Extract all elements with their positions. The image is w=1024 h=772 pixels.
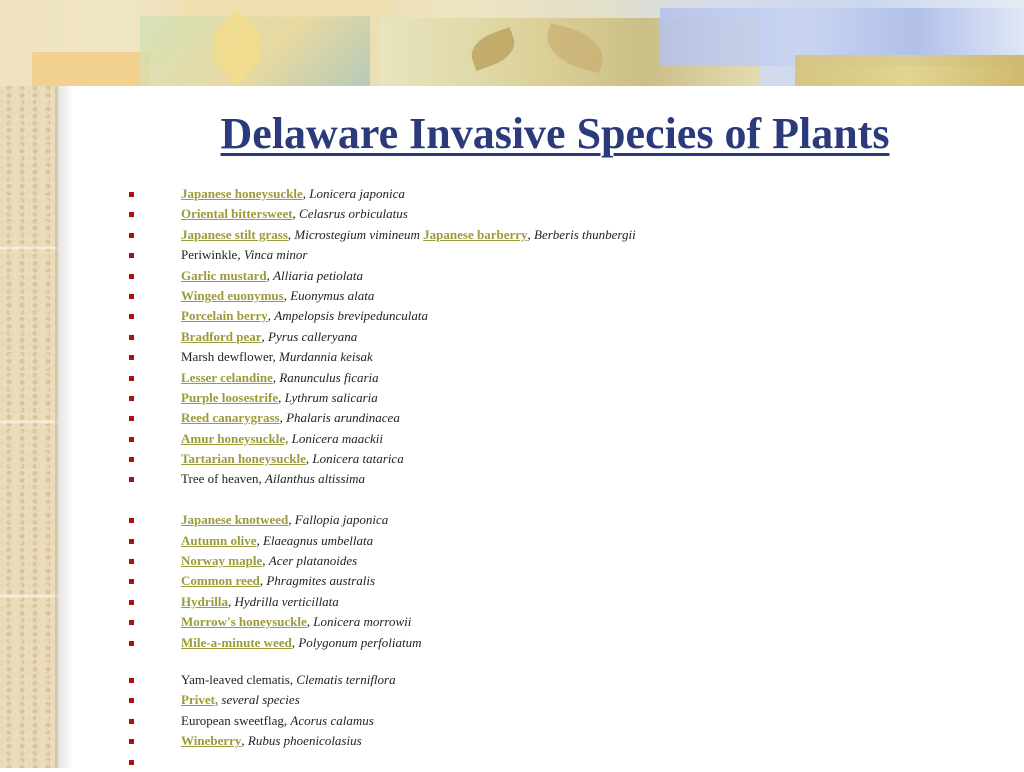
scientific-name: several species bbox=[221, 692, 300, 708]
bullet-icon bbox=[129, 600, 134, 605]
slide-title bbox=[0, 108, 1024, 159]
common-name: Yam-leaved clematis bbox=[181, 671, 290, 687]
separator: , bbox=[291, 634, 299, 650]
bullet-icon bbox=[129, 620, 134, 625]
banner-tile bbox=[795, 55, 1024, 86]
scientific-name: Microstegium vimineum bbox=[294, 226, 420, 242]
scientific-name: Alliaria petiolata bbox=[273, 267, 363, 283]
scientific-name: Phragmites australis bbox=[266, 573, 376, 589]
common-name-link[interactable]: Purple loosestrife bbox=[181, 389, 279, 405]
bullet-icon bbox=[129, 233, 134, 238]
bullet-icon bbox=[129, 678, 134, 683]
species-entry bbox=[181, 670, 396, 690]
bullet-icon bbox=[129, 579, 134, 584]
separator: , bbox=[283, 712, 291, 728]
separator: , bbox=[256, 532, 263, 548]
separator: , bbox=[302, 186, 310, 201]
bullet-icon bbox=[129, 355, 134, 360]
species-entry bbox=[181, 368, 379, 388]
common-name-link[interactable]: Common reed bbox=[181, 573, 260, 589]
scientific-name: Acorus calamus bbox=[290, 712, 374, 728]
separator: , bbox=[227, 593, 235, 609]
species-entry bbox=[181, 204, 408, 224]
common-name: Periwinkle bbox=[181, 247, 238, 263]
species-entry bbox=[181, 690, 300, 710]
scientific-name: Lonicera tatarica bbox=[312, 451, 404, 467]
common-name-link[interactable]: Oriental bittersweet bbox=[181, 206, 293, 222]
slide-title-text: Delaware Invasive Species of Plants bbox=[220, 109, 890, 158]
species-entry bbox=[181, 286, 374, 306]
common-name-link[interactable]: Japanese barberry bbox=[423, 226, 528, 242]
species-entry bbox=[181, 633, 421, 653]
bullet-icon bbox=[129, 294, 134, 299]
separator: , bbox=[272, 349, 280, 365]
bullet-icon bbox=[129, 559, 134, 564]
scientific-name: Ranunculus ficaria bbox=[279, 369, 379, 385]
common-name-link[interactable]: Amur honeysuckle, bbox=[181, 430, 289, 446]
scientific-name: Clematis terniflora bbox=[296, 671, 396, 687]
common-name-link[interactable]: Mile-a-minute weed bbox=[181, 634, 292, 650]
species-entry bbox=[181, 388, 378, 408]
species-entry bbox=[181, 531, 373, 551]
scientific-name: Pyrus calleryana bbox=[268, 328, 358, 344]
scientific-name: Lythrum salicaria bbox=[284, 389, 378, 405]
separator: , bbox=[262, 553, 269, 569]
separator: , bbox=[279, 410, 287, 426]
common-name: Marsh dewflower bbox=[181, 349, 273, 365]
common-name-link[interactable]: Winged euonymus bbox=[181, 287, 284, 303]
species-entry bbox=[181, 347, 373, 367]
bullet-icon bbox=[129, 416, 134, 421]
scientific-name: Fallopia japonica bbox=[294, 512, 389, 528]
species-entry bbox=[181, 551, 357, 571]
banner-tile bbox=[32, 52, 150, 86]
species-entry bbox=[181, 571, 375, 591]
common-name-link[interactable]: Privet, bbox=[181, 692, 219, 708]
scientific-name: Celasrus orbiculatus bbox=[299, 206, 408, 222]
common-name-link[interactable]: Japanese stilt grass bbox=[181, 226, 288, 242]
left-border-shadow bbox=[55, 85, 73, 768]
scientific-name: Murdannia keisak bbox=[279, 349, 373, 365]
common-name-link[interactable]: Porcelain berry bbox=[181, 308, 268, 324]
bullet-icon bbox=[129, 376, 134, 381]
common-name-link[interactable]: Wineberry bbox=[181, 733, 242, 749]
common-name-link[interactable]: Japanese honeysuckle bbox=[181, 186, 303, 201]
scientific-name: Lonicera maackii bbox=[291, 430, 383, 446]
species-entry bbox=[181, 449, 404, 469]
separator: , bbox=[289, 671, 297, 687]
common-name-link[interactable]: Norway maple bbox=[181, 553, 263, 569]
bullet-icon bbox=[129, 698, 134, 703]
scientific-name: Rubus phoenicolasius bbox=[247, 733, 362, 749]
species-entry bbox=[181, 408, 400, 428]
separator: , bbox=[292, 206, 300, 222]
scientific-name: Phalaris arundinacea bbox=[286, 410, 400, 426]
separator: , bbox=[527, 226, 535, 242]
separator: , bbox=[272, 369, 280, 385]
species-entry bbox=[181, 327, 357, 347]
bullet-icon bbox=[129, 457, 134, 462]
scientific-name: Acer platanoides bbox=[268, 553, 358, 569]
bullet-icon bbox=[129, 396, 134, 401]
species-entry bbox=[181, 266, 363, 286]
common-name-link[interactable]: Hydrilla bbox=[181, 593, 228, 609]
scientific-name: Elaeagnus umbellata bbox=[262, 532, 374, 548]
separator: , bbox=[283, 287, 291, 303]
species-entry bbox=[181, 225, 636, 245]
species-entry bbox=[181, 469, 365, 489]
separator: , bbox=[306, 614, 314, 630]
bullet-icon bbox=[129, 477, 134, 482]
bullet-icon bbox=[129, 335, 134, 340]
bullet-icon bbox=[129, 314, 134, 319]
scientific-name: Ampelopsis brevipedunculata bbox=[274, 308, 428, 324]
separator: , bbox=[259, 573, 267, 589]
bullet-icon bbox=[129, 212, 134, 217]
bullet-icon bbox=[129, 719, 134, 724]
common-name: European sweetflag bbox=[181, 712, 284, 728]
separator: , bbox=[266, 267, 274, 283]
separator: , bbox=[261, 328, 269, 344]
species-entry bbox=[181, 429, 383, 449]
bullet-icon bbox=[129, 274, 134, 279]
common-name-link[interactable]: Lesser celandine bbox=[181, 369, 273, 385]
decorative-banner bbox=[0, 0, 1024, 86]
bullet-icon bbox=[129, 192, 134, 197]
common-name-link[interactable]: Reed canarygrass bbox=[181, 410, 280, 426]
scientific-name: Vinca minor bbox=[243, 247, 308, 263]
common-name-link[interactable]: Bradford pear bbox=[181, 328, 262, 344]
species-entry bbox=[181, 184, 405, 204]
separator: , bbox=[288, 512, 295, 528]
scientific-name: Euonymus alata bbox=[290, 287, 375, 303]
scientific-name: Lonicera japonica bbox=[309, 186, 405, 201]
separator: , bbox=[278, 389, 285, 405]
separator: , bbox=[241, 733, 248, 749]
common-name-link[interactable]: Japanese knotweed bbox=[181, 512, 289, 528]
species-entry bbox=[181, 612, 411, 632]
scientific-name: Berberis thunbergii bbox=[534, 226, 636, 242]
separator: , bbox=[258, 471, 265, 487]
common-name-link[interactable]: Autumn olive bbox=[181, 532, 257, 548]
species-entry bbox=[181, 510, 388, 530]
species-entry bbox=[181, 245, 308, 265]
scientific-name: Polygonum perfoliatum bbox=[298, 634, 422, 650]
species-entry bbox=[181, 731, 362, 751]
bullet-icon bbox=[129, 253, 134, 258]
bullet-icon bbox=[129, 437, 134, 442]
bullet-icon bbox=[129, 760, 134, 765]
common-name: Tree of heaven bbox=[181, 471, 259, 487]
scientific-name: Ailanthus altissima bbox=[265, 471, 366, 487]
separator: , bbox=[267, 308, 275, 324]
species-entry bbox=[181, 306, 428, 326]
bullet-icon bbox=[129, 518, 134, 523]
scientific-name: Hydrilla verticillata bbox=[234, 593, 339, 609]
common-name-link[interactable]: Tartarian honeysuckle bbox=[181, 451, 306, 467]
separator: , bbox=[237, 247, 244, 263]
bullet-icon bbox=[129, 739, 134, 744]
common-name-link[interactable]: Morrow's honeysuckle bbox=[181, 614, 307, 630]
bullet-icon bbox=[129, 641, 134, 646]
species-entry bbox=[181, 711, 374, 731]
separator: , bbox=[305, 451, 313, 467]
common-name-link[interactable]: Garlic mustard bbox=[181, 267, 267, 283]
bullet-icon bbox=[129, 539, 134, 544]
species-entry bbox=[181, 592, 339, 612]
separator: , bbox=[287, 226, 295, 242]
scientific-name: Lonicera morrowii bbox=[313, 614, 412, 630]
